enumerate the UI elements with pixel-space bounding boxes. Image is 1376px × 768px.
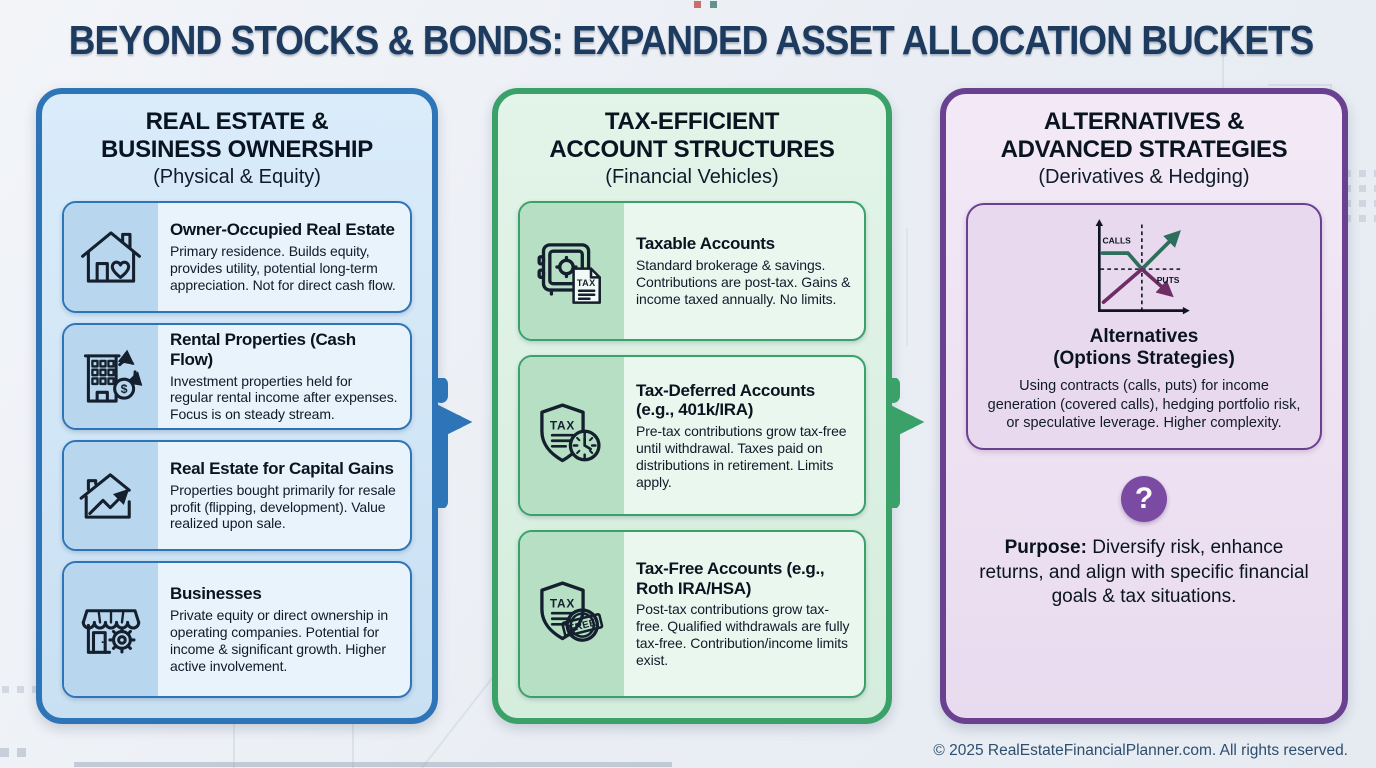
column-tax-efficient — [492, 88, 892, 724]
card-body: Pre-tax contributions grow tax-free until withdrawal. Taxes paid on distributions in retirement. Limits apply. — [636, 422, 847, 490]
free-glyph: FREE — [567, 617, 598, 635]
question-glyph: ? — [1134, 482, 1154, 516]
column-alternatives-header — [966, 108, 1322, 189]
house-heart-icon — [64, 203, 158, 312]
card-title: Tax-Free Accounts (e.g., Roth IRA/HSA) — [636, 559, 825, 598]
bg-chip — [710, 1, 717, 8]
card-content — [158, 203, 410, 312]
house-growth-icon — [64, 442, 158, 548]
column-real-estate — [36, 88, 438, 724]
card-content — [624, 203, 864, 340]
bg-chip — [694, 1, 701, 8]
card-title: Tax-Deferred Accounts (e.g., 401k/IRA) — [636, 380, 815, 420]
card-tax-free-accounts — [518, 530, 866, 698]
card-capital-gains — [62, 440, 412, 550]
bg-strip — [74, 762, 672, 767]
card-body: Standard brokerage & savings. Contributions are post-tax. Gains & income taxed annually. No limits. — [636, 256, 851, 307]
bg-line — [906, 228, 908, 346]
card-title: Real Estate for Capital Gains — [170, 459, 394, 479]
card-list — [518, 201, 866, 698]
flow-arrow-blue — [430, 378, 494, 508]
column-tax-efficient-header — [518, 108, 866, 189]
card-title: Owner-Occupied Real Estate — [170, 220, 395, 240]
tax-glyph: TAX — [576, 277, 596, 288]
column-title-line1: REAL ESTATE & — [145, 108, 329, 135]
card-content — [158, 442, 410, 548]
card-rental-properties — [62, 323, 412, 430]
column-title-line1: ALTERNATIVES & — [1043, 108, 1245, 135]
purpose-text: Diversify risk, enhance returns, and align with specific financial goals & tax situations. — [979, 537, 1309, 608]
column-title — [966, 108, 1322, 164]
column-subtitle: (Physical & Equity) — [153, 165, 321, 188]
column-subtitle: (Derivatives & Hedging) — [1038, 165, 1250, 188]
column-alternatives — [940, 88, 1348, 724]
copyright-footer: © 2025 RealEstateFinancialPlanner.com. All rights reserved. — [933, 742, 1348, 759]
column-title-line2: ADVANCED STRATEGIES — [1000, 135, 1288, 163]
shield-tax-clock-icon — [520, 357, 624, 514]
card-body: Primary residence. Builds equity, provides utility, potential long-term appreciation. Not for direct cash flow. — [170, 242, 396, 293]
card-content — [624, 357, 864, 514]
card-options-strategies — [966, 203, 1322, 450]
options-payoff-chart-icon — [1090, 217, 1198, 317]
card-content — [158, 325, 410, 428]
column-title — [62, 108, 412, 164]
purpose-statement — [974, 536, 1314, 610]
feature-title-line2: (Options Strategies) — [1053, 348, 1235, 370]
bg-dot-grid — [0, 748, 26, 757]
purpose-label: Purpose: — [1004, 537, 1087, 559]
column-title-line1: TAX-EFFICIENT — [604, 108, 780, 135]
column-title-line2: BUSINESS OWNERSHIP — [101, 135, 373, 163]
feature-title — [984, 326, 1304, 372]
card-title: Taxable Accounts — [636, 234, 775, 254]
card-content — [624, 532, 864, 696]
card-list — [62, 201, 412, 698]
card-taxable-accounts — [518, 201, 866, 342]
rental-building-icon — [64, 325, 158, 428]
column-real-estate-header — [62, 108, 412, 189]
tax-glyph: TAX — [549, 418, 576, 433]
bg-dot-grid — [1344, 170, 1376, 222]
safe-tax-icon — [520, 203, 624, 340]
card-body: Investment properties held for regular rental income after expenses. Focus is on steady stream. — [170, 372, 398, 423]
column-title — [518, 108, 866, 164]
column-subtitle: (Financial Vehicles) — [605, 165, 779, 188]
question-icon — [1121, 476, 1167, 522]
tax-glyph: TAX — [549, 596, 576, 611]
page-title: BEYOND STOCKS & BONDS: EXPANDED ASSET ALLOCATION BUCKETS — [68, 17, 1314, 63]
feature-body: Using contracts (calls, puts) for income generation (covered calls), hedging portfolio risk, or speculative leverage. Higher complexity. — [987, 378, 1301, 431]
card-title: Rental Properties (Cash Flow) — [170, 330, 356, 369]
card-businesses — [62, 561, 412, 698]
card-body: Post-tax contributions grow tax-free. Qualified withdrawals are fully tax-free. Contribution/income limits exist. — [636, 601, 850, 669]
card-body: Private equity or direct ownership in operating companies. Potential for income & significant growth. Higher active involvement. — [170, 606, 389, 674]
bg-line — [1268, 84, 1332, 86]
card-body: Properties bought primarily for resale profit (flipping, development). Value realized upon sale. — [170, 481, 396, 532]
calls-label: CALLS — [1102, 235, 1131, 246]
card-tax-deferred-accounts — [518, 355, 866, 516]
card-content — [158, 563, 410, 696]
puts-label: PUTS — [1156, 274, 1180, 285]
shield-tax-free-icon — [520, 532, 624, 696]
flow-arrow-green — [882, 378, 946, 508]
dollar-glyph: $ — [120, 381, 128, 396]
card-title: Businesses — [170, 584, 262, 604]
feature-title-line1: Alternatives — [1089, 325, 1199, 347]
storefront-gear-icon — [64, 563, 158, 696]
column-title-line2: ACCOUNT STRUCTURES — [549, 135, 835, 163]
card-owner-occupied-real-estate — [62, 201, 412, 314]
